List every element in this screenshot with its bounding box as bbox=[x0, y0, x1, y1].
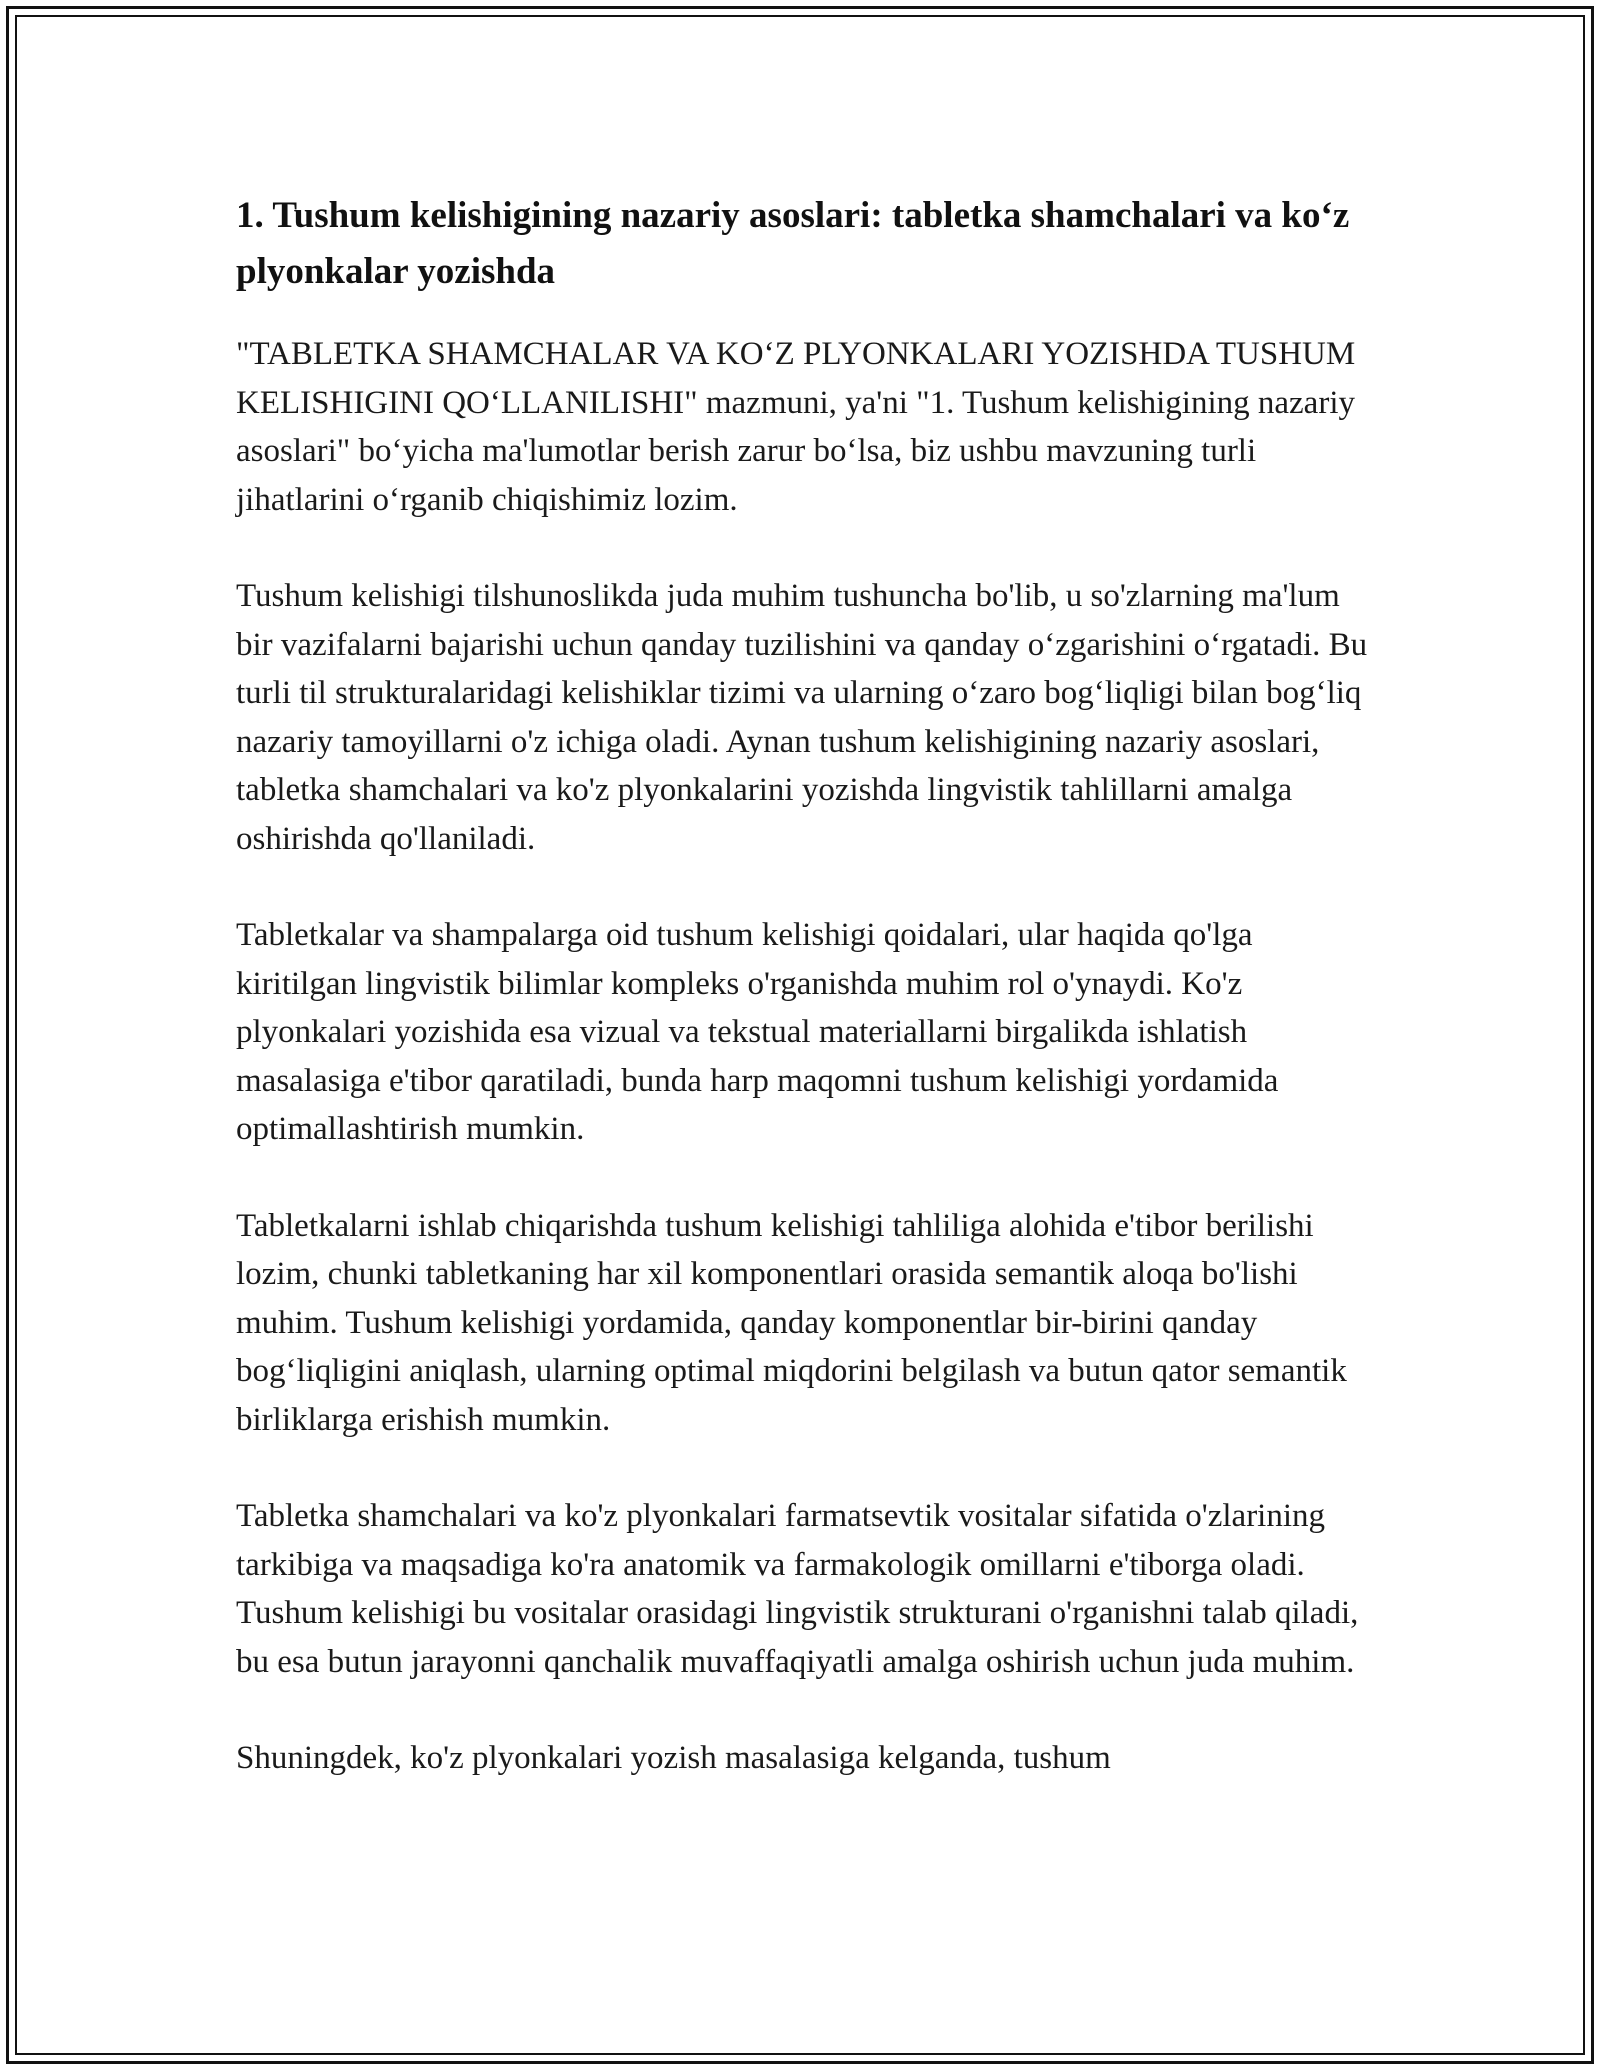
document-body bbox=[236, 188, 1376, 1831]
paragraph-6: Shuningdek, ko'z plyonkalari yozish masalasiga kelganda, tushum bbox=[236, 1740, 1111, 1776]
paragraph-2: Tushum kelishigi tilshunoslikda juda muhim tushuncha bo'lib, u so'zlarning ma'lum bir vazifalarni bajarishi uchun qanday tuzilishini va qanday o‘zgarishini o‘rgatadi. Bu turli til strukturalaridagi kelishiklar tizimi va ularning o‘zaro bog‘liqligi bilan bog‘liq nazariy tamoyillarni o'z ichiga oladi. Aynan tushum kelishigining nazariy asoslari, tabletka shamchalari va ko'z plyonkalarini yozishda lingvistik tahlillarni amalga oshirishda qo'llaniladi. bbox=[236, 578, 1368, 857]
section-heading: 1. Tushum kelishigining nazariy asoslari: tabletka shamchalari va ko‘z plyonkalar yozishda bbox=[236, 195, 1350, 292]
paragraph-5: Tabletka shamchalari va ko'z plyonkalari farmatsevtik vositalar sifatida o'zlarining tarkibiga va maqsadiga ko'ra anatomik va farmakologik omillarni e'tiborga oladi. Tushum kelishigi bu vositalar orasidagi lingvistik strukturani o'rganishni talab qiladi, bu esa butun jarayonni qanchalik muvaffaqiyatli amalga oshirish uchun juda muhim. bbox=[236, 1498, 1359, 1680]
paragraph-3: Tabletkalar va shampalarga oid tushum kelishigi qoidalari, ular haqida qo'lga kiritilgan lingvistik bilimlar kompleks o'rganishda muhim rol o'ynaydi. Ko'z plyonkalari yozishida esa vizual va tekstual materiallarni birgalikda ishlatish masalasiga e'tibor qaratiladi, bunda harp maqomni tushum kelishigi yordamida optimallashtirish mumkin. bbox=[236, 917, 1279, 1147]
paragraph-1: "TABLETKA SHAMCHALAR VA KO‘Z PLYONKALARI YOZISHDA TUSHUM KELISHIGINI QO‘LLANILISHI" mazmuni, ya'ni "1. Tushum kelishigining nazariy asoslari" bo‘yicha ma'lumotlar berish zarur bo‘lsa, biz ushbu mavzuning turli jihatlarini o‘rganib chiqishimiz lozim. bbox=[236, 336, 1356, 518]
paragraph-4: Tabletkalarni ishlab chiqarishda tushum kelishigi tahliliga alohida e'tibor berilishi lozim, chunki tabletkaning har xil komponentlari orasida semantik aloqa bo'lishi muhim. Tushum kelishigi yordamida, qanday komponentlar bir-birini qanday bog‘liqligini aniqlash, ularning optimal miqdorini belgilash va butun qator semantik birliklarga erishish mumkin. bbox=[236, 1207, 1347, 1438]
